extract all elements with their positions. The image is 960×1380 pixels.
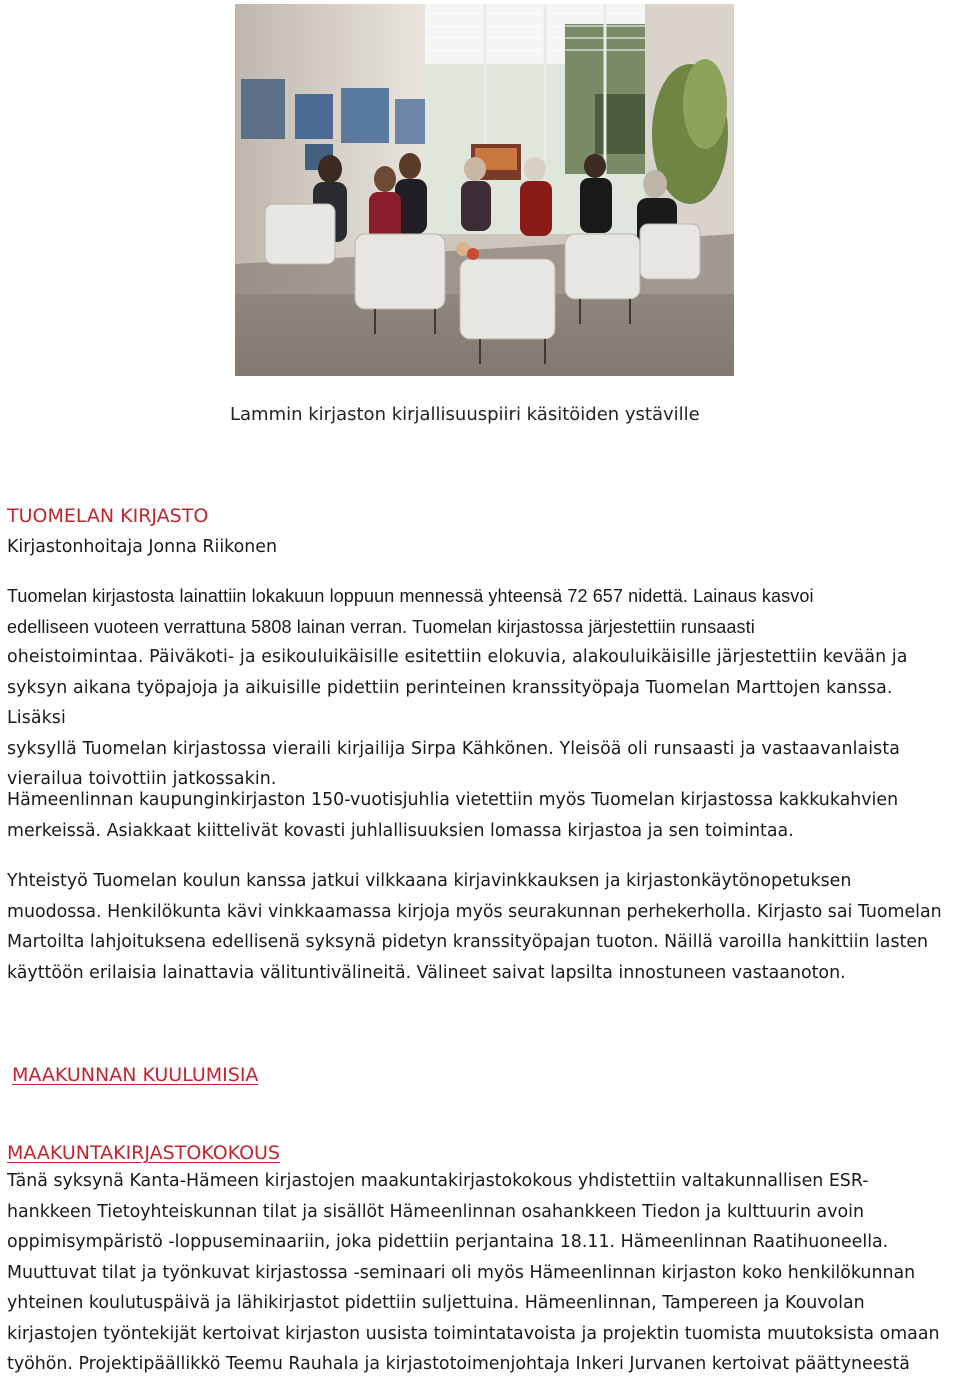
paragraph-line: kirjastojen työntekijät kertoivat kirjaston uusista toimintatavoista ja projektin tuomista muutoksista omaan: [7, 1323, 940, 1344]
photo-illustration: [235, 4, 734, 376]
paragraph-4: [7, 1166, 957, 1380]
paragraph-line: syksyllä Tuomelan kirjastossa vieraili kirjailija Sirpa Kähkönen. Yleisöä oli runsaasti ja vastaavanlaista: [7, 738, 901, 759]
paragraph-line: Martoilta lahjoituksena edellisenä syksynä pidetyn kranssityöpajan tuoton. Näillä varoilla hankittiin lasten: [7, 932, 929, 952]
paragraph-3: [7, 866, 957, 988]
paragraph-line: vierailua toivottiin jatkossakin.: [7, 769, 277, 789]
paragraph-1: [7, 581, 957, 795]
paragraph-line: käyttöön erilaisia lainattavia välituntivälineitä. Välineet saivat lapsilta innostuneen vastaanoton.: [7, 962, 846, 983]
author-line: Kirjastonhoitaja Jonna Riikonen: [7, 537, 277, 557]
paragraph-line: muodossa. Henkilökunta kävi vinkkaamassa kirjoja myös seurakunnan perhekerholla. Kirjasto sai Tuomelan: [7, 901, 942, 922]
photo-caption: Lammin kirjaston kirjallisuuspiiri käsitöiden ystäville: [230, 404, 700, 425]
section-title-maakunnan-kuulumisia: MAAKUNNAN KUULUMISIA: [12, 1064, 259, 1086]
section-title-maakuntakirjastokokous: MAAKUNTAKIRJASTOKOKOUS: [7, 1142, 280, 1164]
photo-image: [235, 4, 734, 376]
paragraph-line: Muuttuvat tilat ja työnkuvat kirjastossa -seminaari oli myös Hämeenlinnan kirjaston koko henkilökunnan: [7, 1262, 916, 1283]
paragraph-2: [7, 785, 957, 846]
paragraph-line: Tänä syksynä Kanta-Hämeen kirjastojen maakuntakirjastokokous yhdistettiin valtakunnallisen ESR-: [7, 1171, 869, 1191]
paragraph-line: syksyn aikana työpajoja ja aikuisille pidettiin perinteinen kranssityöpaja Tuomelan Marttojen kanssa. Lisäksi: [7, 677, 893, 728]
paragraph-line: edelliseen vuoteen verrattuna 5808 lainan verran. Tuomelan kirjastossa järjestettiin runsaasti: [7, 616, 755, 637]
paragraph-line: oppimisympäristö -loppuseminaariin, joka pidettiin perjantaina 18.11. Hämeenlinnan Raatihuoneella.: [7, 1232, 889, 1252]
paragraph-line: Hämeenlinnan kaupunginkirjaston 150-vuotisjuhlia vietettiin myös Tuomelan kirjastossa kakkukahvien: [7, 790, 899, 810]
paragraph-line: merkeissä. Asiakkaat kiittelivät kovasti juhlallisuuksien lomassa kirjastoa ja sen toimintaa.: [7, 820, 794, 841]
section-title-tuomelan-kirjasto: TUOMELAN KIRJASTO: [7, 505, 209, 527]
paragraph-line: Tuomelan kirjastosta lainattiin lokakuun loppuun mennessä yhteensä 72 657 nidettä. Lainaus kasvoi: [7, 586, 814, 606]
paragraph-line: hankkeen Tietoyhteiskunnan tilat ja sisällöt Hämeenlinnan osahankkeen Tiedon ja kulttuurin avoin: [7, 1201, 864, 1222]
paragraph-line: yhteinen koulutuspäivä ja lähikirjastot pidettiin suljettuina. Hämeenlinnan, Tampereen ja Kouvolan: [7, 1293, 865, 1313]
paragraph-line: työhön. Projektipäällikkö Teemu Rauhala ja kirjastotoimenjohtaja Inkeri Jurvanen kertoivat päättyneestä: [7, 1354, 910, 1374]
paragraph-line: oheistoimintaa. Päiväkoti- ja esikouluikäisille esitettiin elokuvia, alakouluikäisille järjestettiin kevään ja: [7, 647, 908, 667]
paragraph-line: Yhteistyö Tuomelan koulun kanssa jatkui vilkkaana kirjavinkkauksen ja kirjastonkäytönopetuksen: [7, 871, 852, 891]
